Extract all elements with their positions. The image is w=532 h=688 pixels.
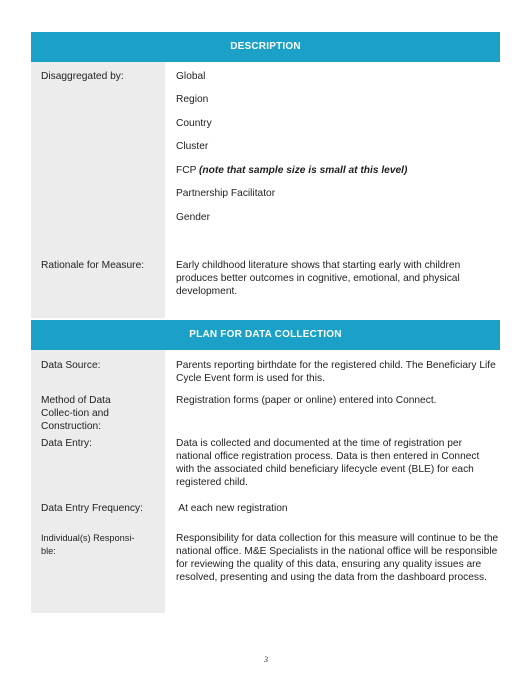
rationale-label-cell [31, 257, 165, 318]
data-entry-value: Data is collected and documented at the time of registration per national office registration process. Data is then entered in Connect with the associated child beneficiary lifecycle event (BLE) for each registered child. [176, 438, 480, 488]
data-entry-label-cell [31, 432, 165, 499]
rationale-text: Early childhood literature shows that starting early with children produces better outcomes in cognitive, emotional, and physical development. [176, 260, 461, 297]
value-region: Region [176, 94, 209, 105]
fcp-note: (note that sample size is small at this level) [199, 165, 408, 176]
responsible-value: Responsibility for data collection for this measure will continue to be the national office. M&E Specialists in the national office will be responsible for reviewing the quality of this data, ensuring any quality issues are resolved, presenting and using the data from the dashboard process. [176, 533, 499, 583]
value-country: Country [176, 118, 212, 129]
page-number: 3 [264, 655, 268, 664]
plan-table [31, 320, 500, 613]
data-source-row [31, 350, 500, 392]
data-source-value: Parents reporting birthdate for the registered child. The Beneficiary Life Cycle Event form is used for this. [176, 360, 496, 384]
disaggregated-label: Disaggregated by: [41, 71, 124, 82]
method-row [31, 392, 500, 432]
description-header [31, 32, 500, 62]
data-entry-row [31, 432, 500, 499]
frequency-label-cell [31, 499, 165, 527]
value-gender: Gender [176, 212, 210, 223]
value-global: Global [176, 71, 206, 82]
method-value: Registration forms (paper or online) entered into Connect. [176, 395, 437, 406]
fcp-text: FCP [176, 165, 200, 176]
disaggregated-row [31, 62, 500, 257]
disaggregated-values [176, 62, 500, 257]
description-table [31, 32, 500, 318]
disaggregated-label-cell [31, 62, 165, 257]
value-partnership-facilitator: Partnership Facilitator [176, 188, 276, 199]
plan-header [31, 320, 500, 350]
description-header-text: DESCRIPTION [230, 41, 301, 52]
value-fcp [176, 164, 407, 177]
method-label: Method of Data Collec-tion and Construction: [41, 395, 111, 432]
rationale-row [31, 257, 500, 318]
responsible-label-cell [31, 527, 165, 613]
frequency-value: At each new registration [176, 503, 288, 514]
responsible-label: Individual(s) Responsi-ble: [41, 533, 135, 556]
data-source-label: Data Source: [41, 360, 101, 371]
plan-header-text: PLAN FOR DATA COLLECTION [189, 329, 342, 340]
responsible-row [31, 527, 500, 613]
data-entry-label: Data Entry: [41, 438, 92, 449]
data-source-label-cell [31, 350, 165, 392]
rationale-label: Rationale for Measure: [41, 260, 145, 271]
value-cluster: Cluster [176, 141, 209, 152]
frequency-label: Data Entry Frequency: [41, 503, 143, 514]
frequency-row [31, 499, 500, 527]
method-label-cell [31, 392, 165, 432]
